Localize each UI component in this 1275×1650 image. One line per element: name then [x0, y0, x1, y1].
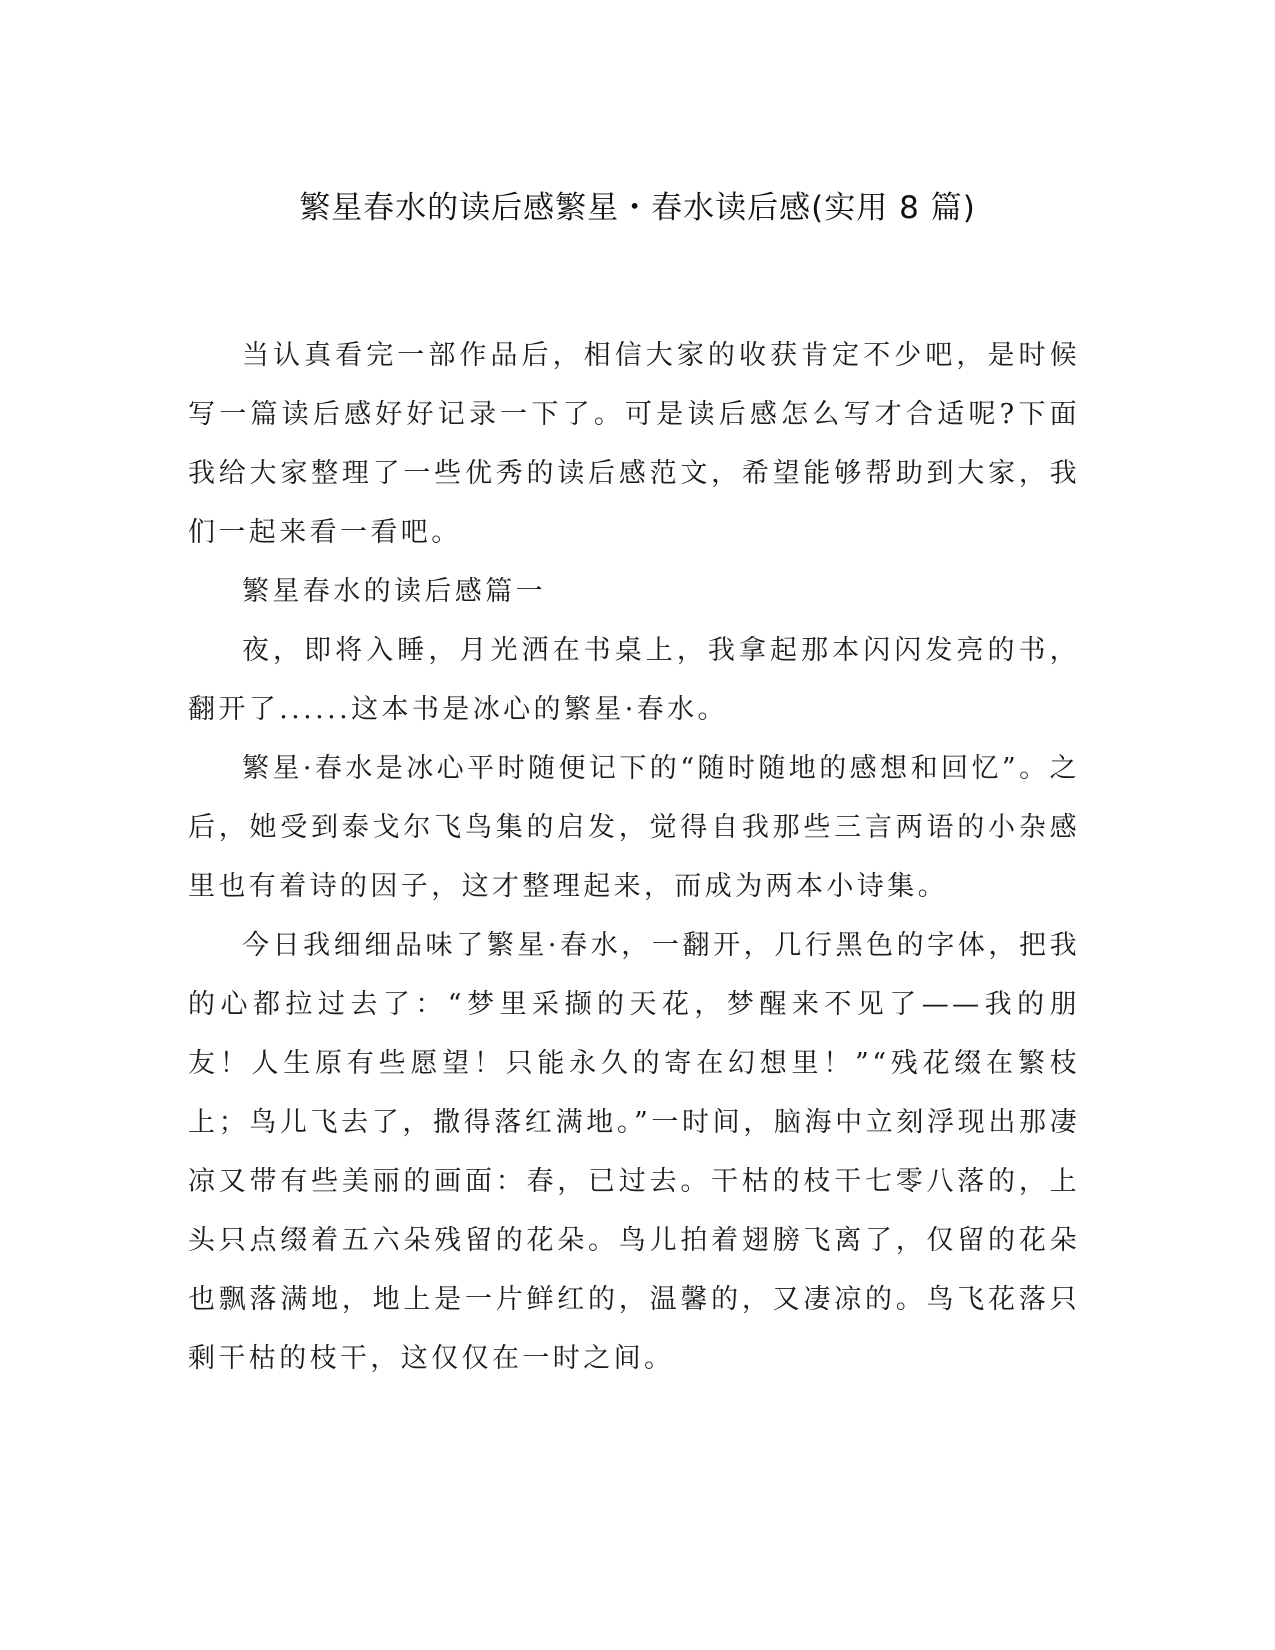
section-heading: 繁星春水的读后感篇一	[242, 576, 546, 607]
document-title: 繁星春水的读后感繁星・春水读后感(实用 8 篇)	[299, 190, 976, 226]
paragraph: 今日我细细品味了繁星·春水，一翻开，几行黑色的字体，把我的心都拉过去了：“梦里采撷的天花，梦醒来不见了——我的朋友！人生原有些愿望！只能永久的寄在幻想里！”“残花缀在繁枝上；鸟儿飞去了，撒得落红满地。”一时间，脑海中立刻浮现出那凄凉又带有些美丽的画面：春，已过去。干枯的枝干七零八落的，上头只点缀着五六朵残留的花朵。鸟儿拍着翅膀飞离了，仅留的花朵也飘落满地，地上是一片鲜红的，温馨的，又凄凉的。鸟飞花落只剩干枯的枝干，这仅仅在一时之间。	[188, 930, 1080, 1374]
document-body	[188, 326, 1080, 1388]
paragraph: 夜，即将入睡，月光洒在书桌上，我拿起那本闪闪发亮的书，翻开了......这本书是冰心的繁星·春水。	[188, 635, 1080, 725]
paragraph: 繁星·春水是冰心平时随便记下的“随时随地的感想和回忆”。之后，她受到泰戈尔飞鸟集的启发，觉得自我那些三言两语的小杂感里也有着诗的因子，这才整理起来，而成为两本小诗集。	[188, 753, 1080, 902]
paragraph-intro: 当认真看完一部作品后，相信大家的收获肯定不少吧，是时候写一篇读后感好好记录一下了。可是读后感怎么写才合适呢?下面我给大家整理了一些优秀的读后感范文，希望能够帮助到大家，我们一起来看一看吧。	[188, 340, 1080, 548]
